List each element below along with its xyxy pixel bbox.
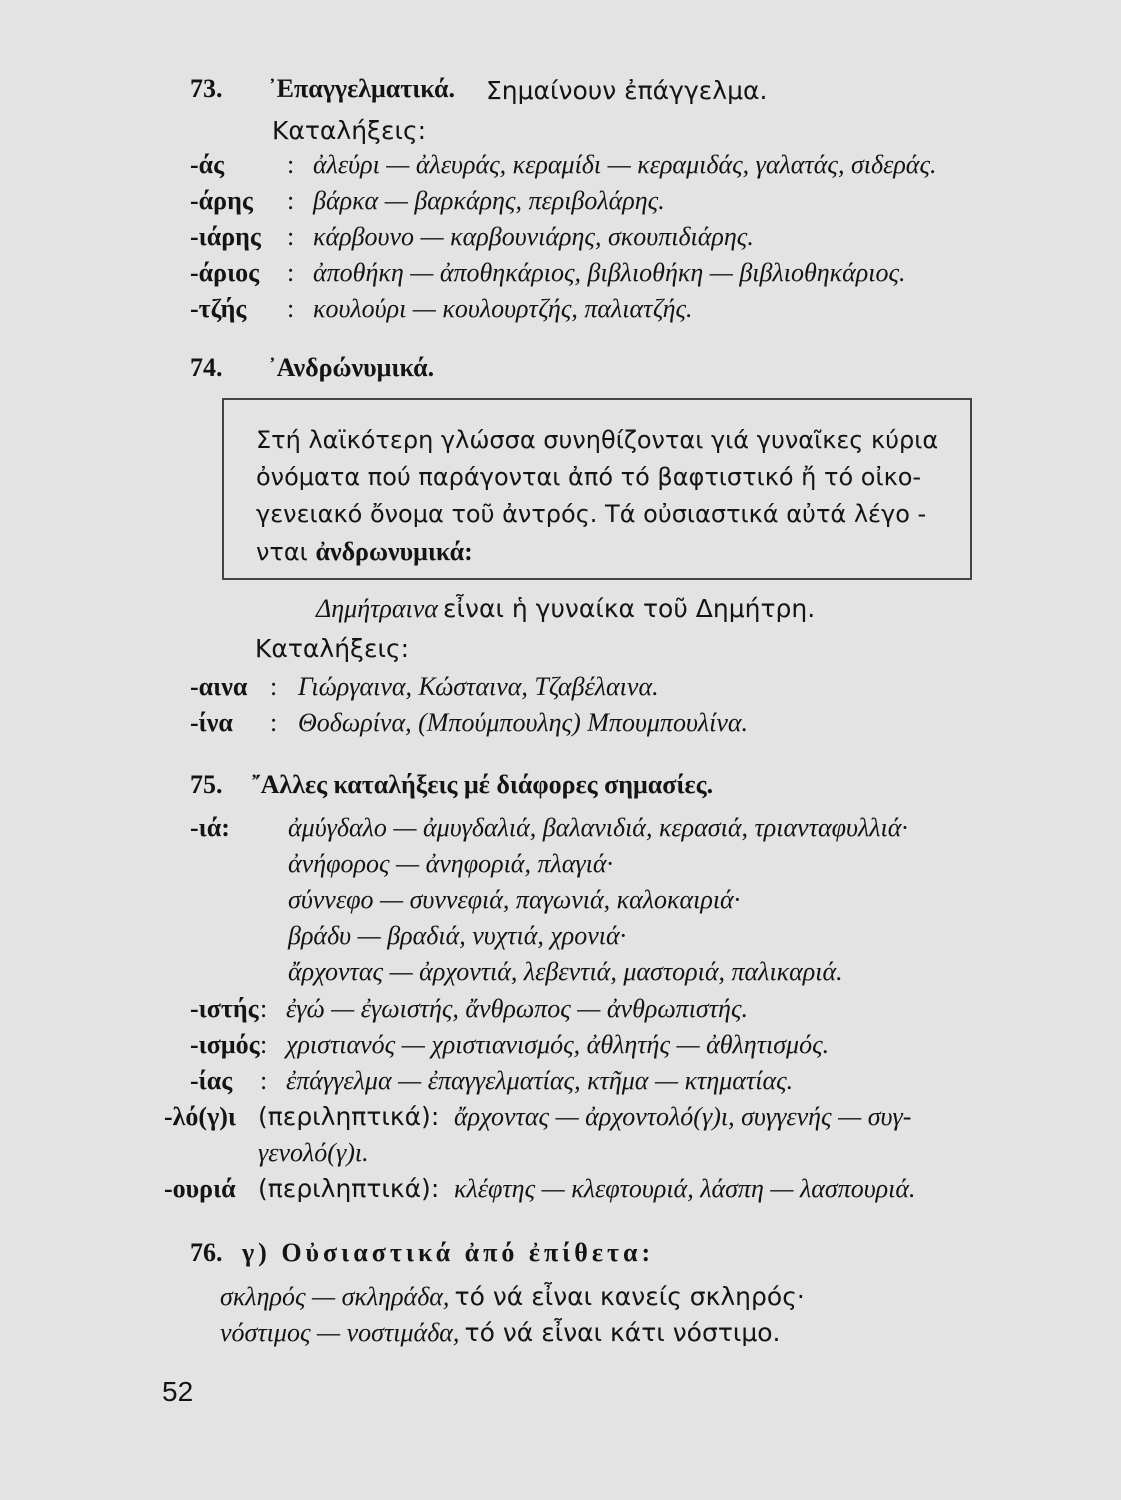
example-line: κάρβουνο — καρβουνιάρης, σκουπιδιάρης. <box>313 222 754 251</box>
note-line: ὀνόματα πού παράγονται ἀπό τό βαφτιστικό ἤ τό οἰκο- <box>256 463 922 491</box>
example-rest: τό νά εἶναι κάτι νόστιμο. <box>464 1318 781 1347</box>
colon: : <box>270 672 278 701</box>
section-desc-73: Σημαίνουν ἐπάγγελμα. <box>486 76 768 105</box>
colon: : <box>260 1066 268 1095</box>
colon: : <box>270 708 278 737</box>
example-line: ἀλεύρι — ἀλευράς, κεραμίδι — κεραμιδάς, γαλατάς, σιδεράς. <box>313 150 937 179</box>
example-sentence <box>316 596 815 622</box>
suffix-as: -άς <box>190 150 225 179</box>
collective-note: (περιληπτικά): <box>258 1102 440 1131</box>
colon: : <box>260 1030 268 1059</box>
section-number-74: 74. <box>190 353 223 382</box>
note-line: γενειακό ὄνομα τοῦ ἀντρός. Τά οὐσιαστικά αὐτά λέγο - <box>256 500 927 528</box>
section-number-75: 75. <box>190 770 223 799</box>
suffix-ouria: -ουριά <box>164 1174 236 1203</box>
example-italic: σκληρός — σκληράδα, <box>220 1282 450 1311</box>
example-line: Γιώργαινα, Κώσταινα, Τζαβέλαινα. <box>298 672 659 701</box>
example-line: ἄρχοντας — ἀρχοντολό(γ)ι, συγγενής — συγ- <box>454 1102 912 1131</box>
colon: : <box>287 222 295 251</box>
example-line: βράδυ — βραδιά, νυχτιά, χρονιά· <box>288 921 627 950</box>
suffix-tzis: -τζής <box>190 294 247 323</box>
suffix-arios: -άριος <box>190 258 260 287</box>
endings-label-74: Καταλήξεις: <box>255 634 410 663</box>
section-number-73: 73. <box>190 74 223 103</box>
section-title-76: γ) Οὐσιαστικά ἀπό ἐπίθετα: <box>242 1238 655 1267</box>
example-line: ἐγώ — ἐγωιστής, ἄνθρωπος — ἀνθρωπιστής. <box>286 994 749 1023</box>
colon: : <box>287 150 295 179</box>
collective-note: (περιληπτικά): <box>258 1174 440 1203</box>
colon: : <box>260 994 268 1023</box>
adjective-example <box>220 1284 805 1310</box>
suffix-istis: -ιστής <box>190 994 259 1023</box>
example-line: κουλούρι — κουλουρτζής, παλιατζής. <box>313 294 693 323</box>
endings-label-73: Καταλήξεις: <box>272 116 427 145</box>
example-line: ἄρχοντας — ἀρχοντιά, λεβεντιά, μαστοριά, παλικαριά. <box>288 957 843 986</box>
example-rest: τό νά εἶναι κανείς σκληρός· <box>454 1282 805 1311</box>
example-line: βάρκα — βαρκάρης, περιβολάρης. <box>313 186 665 215</box>
suffix-aina: -αινα <box>190 672 248 701</box>
example-line: κλέφτης — κλεφτουριά, λάσπη — λασπουριά. <box>454 1174 916 1203</box>
adjective-example <box>220 1320 780 1346</box>
example-line: ἀποθήκη — ἀποθηκάριος, βιβλιοθήκη — βιβλιοθηκάριος. <box>313 258 906 287</box>
suffix-ismos: -ισμός <box>190 1030 260 1059</box>
section-title-75: ῎Αλλες καταλήξεις μέ διάφορες σημασίες. <box>252 770 714 799</box>
example-italic: νόστιμος — νοστιμάδα, <box>220 1318 460 1347</box>
example-rest: εἶναι ἡ γυναίκα τοῦ Δημήτρη. <box>443 594 816 623</box>
colon: : <box>287 258 295 287</box>
suffix-ina: -ίνα <box>190 708 233 737</box>
example-line: χριστιανός — χριστιανισμός, ἀθλητής — ἀθλητισμός. <box>286 1030 830 1059</box>
suffix-iaris: -ιάρης <box>190 222 261 251</box>
example-line: ἀμύγδαλο — ἀμυγδαλιά, βαλανιδιά, κερασιά, τριανταφυλλιά· <box>288 813 908 842</box>
colon: : <box>287 294 295 323</box>
suffix-ia: -ιά: <box>190 813 230 842</box>
note-line: Στή λαϊκότερη γλώσσα συνηθίζονται γιά γυναῖκες κύρια <box>256 426 939 454</box>
suffix-aris: -άρης <box>190 186 253 215</box>
example-line: ἐπάγγελμα — ἐπαγγελματίας, κτῆμα — κτηματίας. <box>286 1066 794 1095</box>
colon: : <box>287 186 295 215</box>
example-line: Θοδωρίνα, (Μπούμπουλης) Μπουμπουλίνα. <box>298 708 749 737</box>
suffix-ias: -ίας <box>190 1066 233 1095</box>
page-number: 52 <box>162 1376 194 1407</box>
note-bold-term: ἀνδρωνυμικά: <box>315 537 473 566</box>
note-line-text: νται <box>256 538 316 566</box>
example-line: σύννεφο — συννεφιά, παγωνιά, καλοκαιριά· <box>288 885 741 914</box>
example-italic: Δημήτραινα <box>316 594 438 623</box>
section-number-76: 76. <box>190 1238 223 1267</box>
example-line: γενολό(γ)ι. <box>258 1138 369 1167</box>
suffix-logi: -λό(γ)ι <box>164 1102 236 1131</box>
section-title-73: ᾿Επαγγελματικά. <box>268 74 455 103</box>
section-title-74: ᾿Ανδρώνυμικά. <box>268 353 435 382</box>
note-line-last <box>256 539 473 565</box>
example-line: ἀνήφορος — ἀνηφοριά, πλαγιά· <box>288 849 613 878</box>
